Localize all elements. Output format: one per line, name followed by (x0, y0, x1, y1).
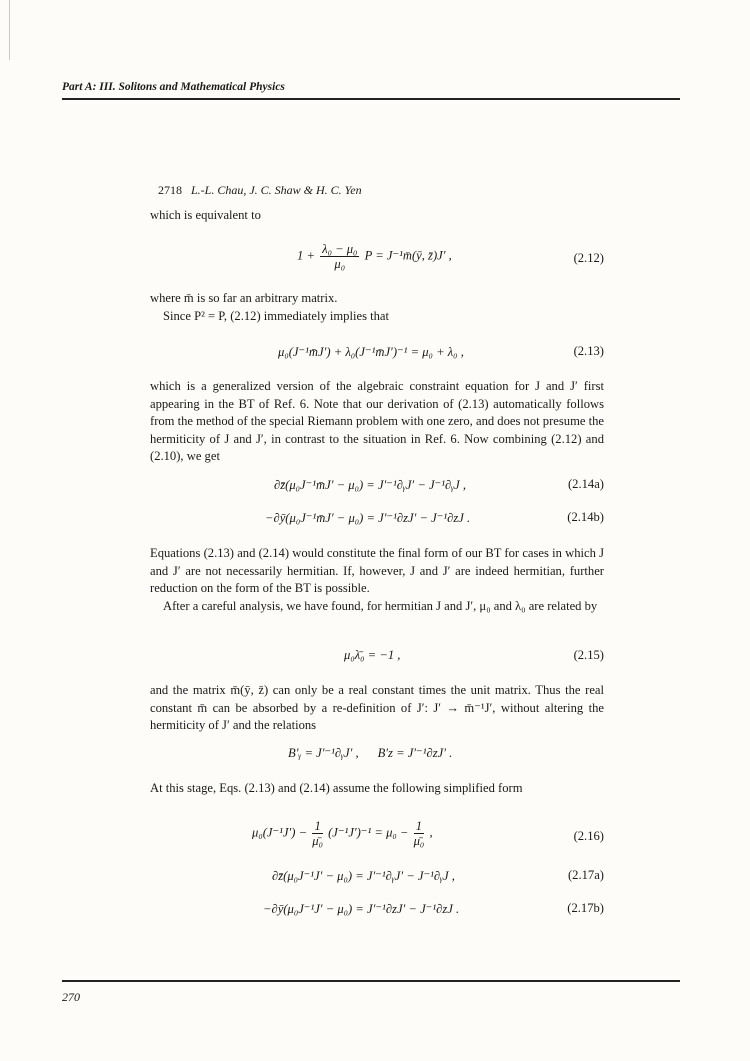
equation-2-17a: ∂z̄(μ₀J⁻¹J′ − μ₀) = J′⁻¹∂ᵧJ′ − J⁻¹∂ᵧJ , (2.17a) (272, 868, 604, 883)
equation-b-relations: B′ᵧ = J′⁻¹∂ᵧJ′ , B′z = J′⁻¹∂zJ′ . (288, 746, 453, 760)
footer-rule (62, 980, 680, 982)
fraction: $\frac{\text{λ₀ − μ₀}}{\text{μ₀}}$ (322, 242, 358, 271)
page-number: 270 (62, 990, 80, 1004)
equation-2-15: μ₀λ̄₀ = −1 , (2.15) (344, 648, 604, 662)
paragraph-3: Since P² = P, (2.12) immediately implies that (163, 309, 389, 323)
equation-2-16: μ₀(J⁻¹J′) − $\frac{1}{\text{μ̄₀}}$ (J⁻¹J′)⁻¹ = μ₀ − $\frac{1}{\text{μ̄₀}}$ , (2.16) (252, 819, 604, 848)
equation-number: (2.17b) (567, 901, 604, 915)
paragraph-2: where m̄ is so far an arbitrary matrix. (150, 291, 338, 305)
equation-2-14a: ∂z̄(μ₀J⁻¹m̄J′ − μ₀) = J′⁻¹∂ᵧJ′ − J⁻¹∂ᵧJ , (2.14a) (274, 477, 604, 492)
equation-number: (2.16) (573, 829, 604, 843)
equation-2-14b: −∂ȳ(μ₀J⁻¹m̄J′ − μ₀) = J′⁻¹∂zJ′ − J⁻¹∂zJ . (2.14b) (265, 510, 604, 525)
paragraph-7: and the matrix m̄(ȳ, z̄) can only be a real constant times the unit matrix. Thus the real constant m̄ can be absorbed by a re-definition of J′: J′ → m̄⁻¹J′, without altering the hermiticity of J′ and the relations (150, 683, 604, 732)
authors: L.-L. Chau, J. C. Shaw & H. C. Yen (191, 183, 362, 197)
equation-2-12: 1 + $\frac{\text{λ₀ − μ₀}}{\text{μ₀}}$ P = J⁻¹m̄(ȳ, z̄)J′ , (2.12) (297, 242, 604, 271)
paragraph-8: At this stage, Eqs. (2.13) and (2.14) assume the following simplified form (150, 781, 523, 795)
equation-number: (2.14b) (567, 510, 604, 524)
paragraph-1: which is equivalent to (150, 208, 261, 222)
byline (158, 183, 362, 198)
journal-page: 2718 (158, 183, 182, 197)
running-head: Part A: III. Solitons and Mathematical Physics (62, 81, 285, 93)
margin-line (9, 0, 10, 60)
header-rule (62, 98, 680, 100)
equation-number: (2.14a) (567, 477, 604, 491)
paragraph-4: which is a generalized version of the algebraic constraint equation for J and J′ first appearing in the BT of Ref. 6. Note that our derivation of (2.13) automatically follows from the method of the special Riemann problem with one zero, and does not presume the hermiticity of J and J′, in contrast to the situation in Ref. 6. Now combining (2.12) and (2.10), we get (150, 379, 604, 463)
paragraph-5: Equations (2.13) and (2.14) would constitute the final form of our BT for cases in which J and J′ are not necessarily hermitian. If, however, J and J′ are indeed hermitian, further reduction on the form of the BT is possible. (150, 546, 604, 595)
equation-2-17b: −∂ȳ(μ₀J⁻¹J′ − μ₀) = J′⁻¹∂zJ′ − J⁻¹∂zJ . (2.17b) (263, 901, 604, 916)
paragraph-6: After a careful analysis, we have found, for hermitian J and J′, μ₀ and λ₀ are related by (163, 599, 598, 613)
equation-number: (2.15) (573, 648, 604, 662)
equation-number: (2.17a) (567, 868, 604, 882)
fraction: $\frac{1}{\text{μ̄₀}}$ (312, 819, 323, 848)
equation-2-13: μ₀(J⁻¹m̄J′) + λ₀(J⁻¹m̄J′)⁻¹ = μ₀ + λ₀ , (2.13) (278, 344, 604, 359)
fraction: $\frac{1}{\text{μ̄₀}}$ (413, 819, 425, 848)
equation-number: (2.13) (573, 344, 604, 358)
equation-number: (2.12) (573, 251, 604, 265)
